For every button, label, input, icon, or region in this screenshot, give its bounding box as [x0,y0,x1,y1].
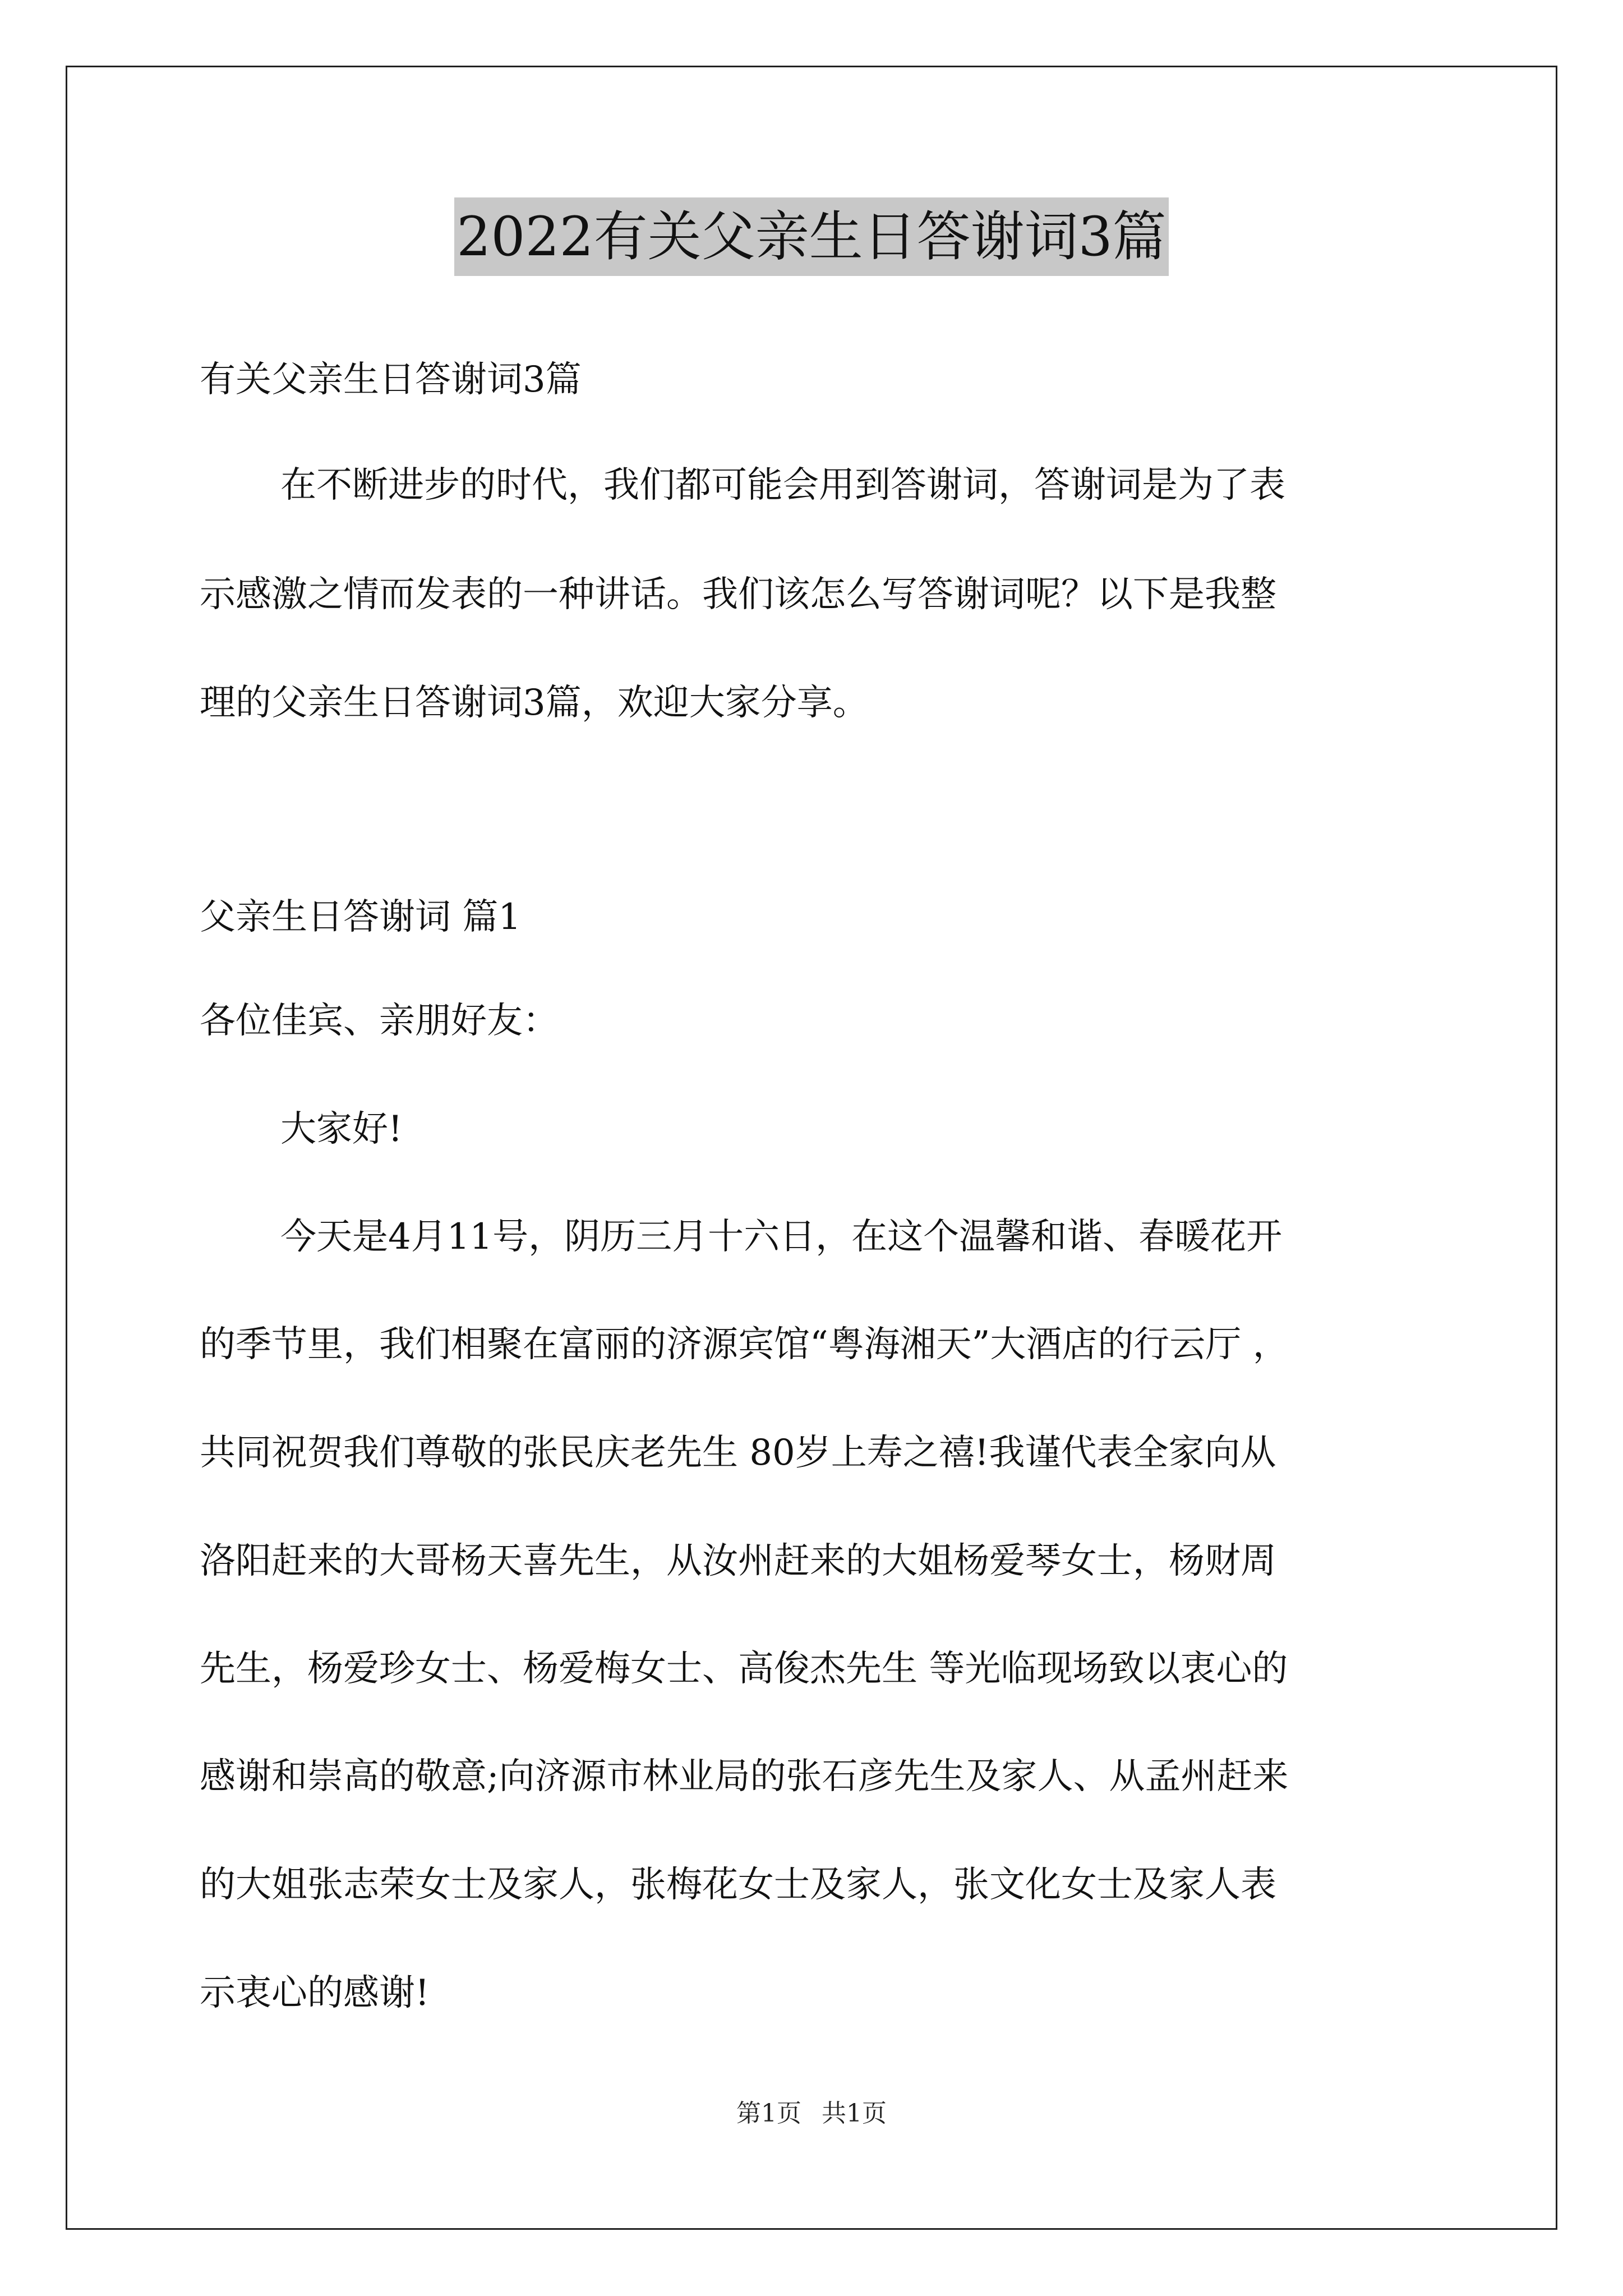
intro-line: 示感激之情而发表的一种讲话。我们该怎么写答谢词呢？以下是我整 [200,574,1276,615]
body-line: 共同祝贺我们尊敬的张民庆老先生 80岁上寿之禧!我谨代表全家向从 [200,1432,1276,1474]
page-number: 第1页 [736,2099,801,2128]
body-line: 今天是4月11号，阴历三月十六日，在这个温馨和谐、春暖花开 [280,1216,1283,1258]
document-subtitle: 有关父亲生日答谢词3篇 [200,359,582,401]
body-line: 示衷心的感谢! [200,1972,430,2014]
body-line: 洛阳赶来的大哥杨天喜先生，从汝州赶来的大姐杨爱琴女士，杨财周 [200,1540,1276,1582]
greeting: 大家好! [280,1108,403,1150]
page-total: 共1页 [822,2099,887,2128]
title-container [0,197,1623,276]
document-title: 2022有关父亲生日答谢词3篇 [454,197,1168,276]
salutation: 各位佳宾、亲朋好友： [200,1000,559,1042]
body-line: 感谢和崇高的敬意;向济源市林业局的张石彦先生及家人、从孟州赶来 [200,1756,1289,1797]
page-footer [0,2097,1623,2131]
section-heading: 父亲生日答谢词 篇1 [200,896,522,938]
body-line: 的季节里，我们相聚在富丽的济源宾馆“粤海湘天”大酒店的行云厅 ， [200,1324,1289,1365]
body-line: 先生，杨爱珍女士、杨爱梅女士、高俊杰先生 等光临现场致以衷心的 [200,1648,1288,1690]
intro-line: 理的父亲生日答谢词3篇，欢迎大家分享。 [200,682,869,724]
body-line: 的大姐张志荣女士及家人，张梅花女士及家人，张文化女士及家人表 [200,1864,1276,1906]
intro-line: 在不断进步的时代，我们都可能会用到答谢词，答谢词是为了表 [280,464,1285,506]
